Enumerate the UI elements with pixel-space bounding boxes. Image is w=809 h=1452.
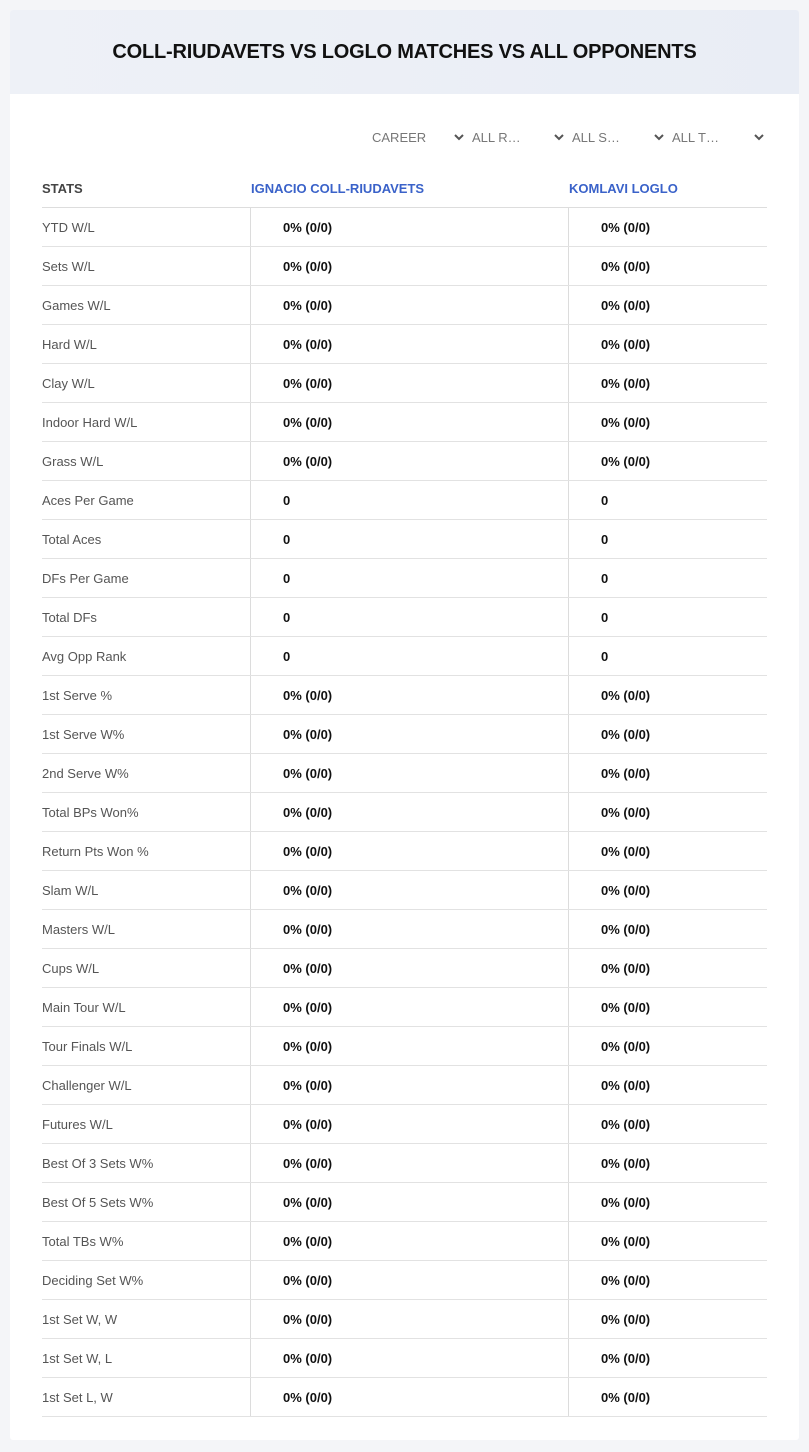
filter-tournament-label: ALL T… [672, 129, 719, 145]
player1-value: 0% (0/0) [250, 325, 568, 363]
filter-round-select[interactable] [467, 126, 567, 148]
player2-value: 0% (0/0) [568, 1261, 767, 1299]
player1-value: 0% (0/0) [250, 1066, 568, 1104]
chevron-down-icon [653, 131, 665, 143]
player1-value: 0 [250, 520, 568, 558]
table-row [42, 988, 767, 1027]
table-row [42, 364, 767, 403]
player1-value: 0% (0/0) [250, 1339, 568, 1377]
table-row [42, 949, 767, 988]
player1-value: 0% (0/0) [250, 1183, 568, 1221]
player1-value: 0 [250, 559, 568, 597]
table-row [42, 1222, 767, 1261]
player2-value: 0% (0/0) [568, 871, 767, 909]
player2-value: 0% (0/0) [568, 832, 767, 870]
stat-label: Sets W/L [42, 258, 95, 274]
player1-value: 0% (0/0) [250, 286, 568, 324]
player1-value: 0% (0/0) [250, 910, 568, 948]
player2-value: 0% (0/0) [568, 793, 767, 831]
table-row [42, 1261, 767, 1300]
player2-value: 0% (0/0) [568, 403, 767, 441]
player2-value: 0 [568, 559, 767, 597]
player1-value: 0% (0/0) [250, 988, 568, 1026]
stats-card [10, 10, 799, 1440]
table-row [42, 1378, 767, 1417]
player2-value: 0% (0/0) [568, 1378, 767, 1416]
table-row [42, 403, 767, 442]
player2-value: 0% (0/0) [568, 676, 767, 714]
player1-value: 0 [250, 598, 568, 636]
filter-period-select[interactable] [367, 126, 467, 148]
player2-value: 0% (0/0) [568, 442, 767, 480]
stat-label: Total TBs W% [42, 1233, 124, 1249]
stat-label: Deciding Set W% [42, 1272, 144, 1288]
player2-value: 0% (0/0) [568, 1183, 767, 1221]
table-row [42, 832, 767, 871]
player2-value: 0% (0/0) [568, 754, 767, 792]
chevron-down-icon [753, 131, 765, 143]
player1-value: 0% (0/0) [250, 208, 568, 246]
filter-bar [367, 126, 767, 148]
stat-label: Total DFs [42, 609, 97, 625]
stat-label: Games W/L [42, 297, 111, 313]
player1-value: 0% (0/0) [250, 676, 568, 714]
stat-label: Hard W/L [42, 336, 97, 352]
table-row [42, 793, 767, 832]
player1-value: 0 [250, 637, 568, 675]
chevron-down-icon [453, 131, 465, 143]
player1-value: 0% (0/0) [250, 754, 568, 792]
player2-value: 0% (0/0) [568, 1066, 767, 1104]
player1-value: 0% (0/0) [250, 1300, 568, 1338]
table-row [42, 442, 767, 481]
player2-value: 0% (0/0) [568, 247, 767, 285]
filter-round-label: ALL R… [472, 129, 521, 145]
stat-label: DFs Per Game [42, 570, 129, 586]
table-row [42, 1027, 767, 1066]
player2-value: 0% (0/0) [568, 988, 767, 1026]
player1-link[interactable]: IGNACIO COLL-RIUDAVETS [251, 180, 425, 196]
player1-value: 0% (0/0) [250, 403, 568, 441]
stat-label: Total Aces [42, 531, 102, 547]
stat-label: Main Tour W/L [42, 999, 126, 1015]
player2-value: 0 [568, 520, 767, 558]
table-row [42, 1183, 767, 1222]
stat-label: Cups W/L [42, 960, 100, 976]
stat-label: Total BPs Won% [42, 804, 139, 820]
player1-value: 0% (0/0) [250, 1105, 568, 1143]
player1-value: 0 [250, 481, 568, 519]
stat-label: Futures W/L [42, 1116, 113, 1132]
stat-label: Challenger W/L [42, 1077, 132, 1093]
player2-value: 0% (0/0) [568, 715, 767, 753]
stat-label: Return Pts Won % [42, 843, 149, 859]
stat-label: Clay W/L [42, 375, 95, 391]
player2-value: 0% (0/0) [568, 325, 767, 363]
table-row [42, 676, 767, 715]
stat-label: 1st Serve % [42, 687, 113, 703]
player2-value: 0% (0/0) [568, 1144, 767, 1182]
filter-surface-select[interactable] [567, 126, 667, 148]
player2-value: 0% (0/0) [568, 1300, 767, 1338]
table-row [42, 559, 767, 598]
player1-value: 0% (0/0) [250, 949, 568, 987]
player1-value: 0% (0/0) [250, 1378, 568, 1416]
player1-value: 0% (0/0) [250, 832, 568, 870]
player1-value: 0% (0/0) [250, 364, 568, 402]
player2-value: 0% (0/0) [568, 208, 767, 246]
stat-label: Avg Opp Rank [42, 648, 127, 664]
stat-label: YTD W/L [42, 219, 95, 235]
page-header [10, 10, 799, 94]
player1-value: 0% (0/0) [250, 442, 568, 480]
table-row [42, 208, 767, 247]
table-row [42, 754, 767, 793]
stat-label: 2nd Serve W% [42, 765, 129, 781]
player1-value: 0% (0/0) [250, 1222, 568, 1260]
player2-value: 0 [568, 481, 767, 519]
stat-label: Grass W/L [42, 453, 104, 469]
player1-value: 0% (0/0) [250, 1027, 568, 1065]
table-body [42, 208, 767, 1417]
filter-surface-label: ALL S… [572, 129, 620, 145]
stat-label: 1st Set W, L [42, 1350, 113, 1366]
filter-period-label: CAREER [372, 129, 427, 145]
table-row [42, 481, 767, 520]
table-row [42, 871, 767, 910]
table-row [42, 1339, 767, 1378]
table-row [42, 520, 767, 559]
player2-value: 0% (0/0) [568, 1027, 767, 1065]
table-row [42, 715, 767, 754]
table-row [42, 1105, 767, 1144]
stat-label: Aces Per Game [42, 492, 134, 508]
player2-value: 0 [568, 598, 767, 636]
stat-label: Slam W/L [42, 882, 99, 898]
player1-value: 0% (0/0) [250, 793, 568, 831]
stat-label: Masters W/L [42, 921, 115, 937]
stat-label: Indoor Hard W/L [42, 414, 138, 430]
player1-value: 0% (0/0) [250, 1144, 568, 1182]
stat-label: 1st Serve W% [42, 726, 125, 742]
player1-value: 0% (0/0) [250, 715, 568, 753]
table-header [42, 169, 767, 208]
player1-value: 0% (0/0) [250, 871, 568, 909]
stats-column-header: STATS [42, 180, 83, 196]
stat-label: 1st Set L, W [42, 1389, 113, 1405]
player2-value: 0% (0/0) [568, 364, 767, 402]
table-row [42, 910, 767, 949]
table-row [42, 1144, 767, 1183]
chevron-down-icon [553, 131, 565, 143]
player2-value: 0% (0/0) [568, 286, 767, 324]
player2-value: 0 [568, 637, 767, 675]
player1-value: 0% (0/0) [250, 247, 568, 285]
player2-value: 0% (0/0) [568, 1105, 767, 1143]
page-title: COLL-RIUDAVETS VS LOGLO MATCHES VS ALL OPPONENTS [112, 40, 697, 63]
player2-value: 0% (0/0) [568, 910, 767, 948]
table-row [42, 637, 767, 676]
table-row [42, 247, 767, 286]
stat-label: Best Of 5 Sets W% [42, 1194, 154, 1210]
table-row [42, 325, 767, 364]
player2-value: 0% (0/0) [568, 1339, 767, 1377]
stat-label: Tour Finals W/L [42, 1038, 133, 1054]
filter-tournament-select[interactable] [667, 126, 767, 148]
table-row [42, 1066, 767, 1105]
table-row [42, 1300, 767, 1339]
stat-label: 1st Set W, W [42, 1311, 118, 1327]
stat-label: Best Of 3 Sets W% [42, 1155, 154, 1171]
player2-value: 0% (0/0) [568, 949, 767, 987]
player2-value: 0% (0/0) [568, 1222, 767, 1260]
player2-link[interactable]: KOMLAVI LOGLO [569, 180, 678, 196]
table-row [42, 598, 767, 637]
player1-value: 0% (0/0) [250, 1261, 568, 1299]
stats-table [42, 169, 767, 1417]
table-row [42, 286, 767, 325]
